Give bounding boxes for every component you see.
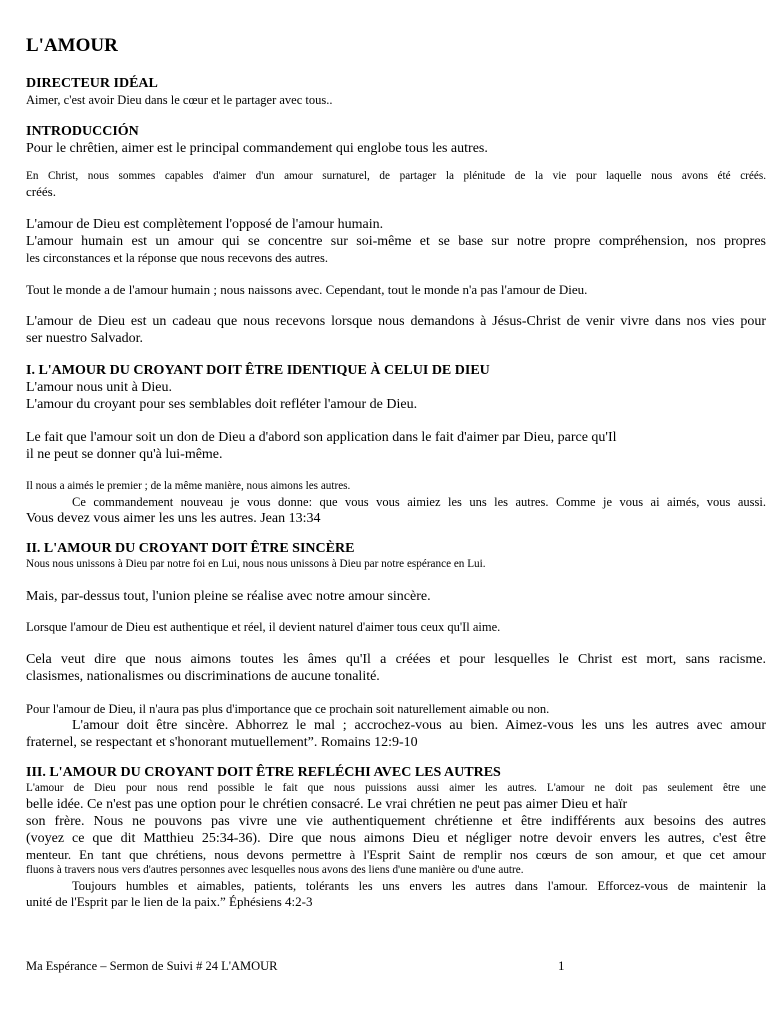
section-2-line-1: Nous nous unissons à Dieu par notre foi en Lui, nous nous unissons à Dieu par notre espérance en Lui. (26, 558, 486, 570)
document-page (26, 34, 766, 909)
section-2-line-4: Cela veut dire que nous aimons toutes les âmes qu'Il a créées et pour lesquelles le Christ est mort, sans racisme. (26, 652, 766, 667)
intro-heading: INTRODUCCIÓN (26, 124, 139, 139)
intro-paragraph-2: En Christ, nous sommes capables d'aimer d'un amour surnaturel, de partager la plénitude de la vie pour laquelle nous avons été créés. (26, 170, 766, 182)
section-1-line-5: Il nous a aimés le premier ; de la même manière, nous aimons les autres. (26, 480, 351, 492)
section-2-line-6: Pour l'amour de Dieu, il n'aura pas plus d'importance que ce prochain soit naturellement aimable ou non. (26, 702, 550, 716)
intro-paragraph-4: Tout le monde a de l'amour humain ; nous naissons avec. Cependant, tout le monde n'a pas l'amour de Dieu. (26, 281, 588, 297)
intro-paragraph-3-line-2: L'amour humain est un amour qui se concentre sur soi-même et se base sur notre propre compréhension, nos propres (26, 233, 766, 249)
section-2-scripture-line-2: fraternel, se respectant et s'honorant mutuellement”. Romains 12:9-10 (26, 735, 418, 750)
section-3-line-1: L'amour de Dieu pour nous rend possible le fait que nous puissions aussi aimer les autres. L'amour ne doit pas seulement être une (26, 782, 766, 794)
section-2-scripture-line-1: L'amour doit être sincère. Abhorrez le mal ; accrochez-vous au bien. Aimez-vous les uns les autres avec amour (72, 718, 766, 733)
section-1-line-1: L'amour nous unit à Dieu. (26, 380, 172, 395)
section-2-line-2: Mais, par-dessus tout, l'union pleine se réalise avec notre amour sincère. (26, 589, 431, 604)
section-3-line-3: son frère. Nous ne pouvons pas vivre une vie authentiquement chrétienne et être indifférents aux besoins des autres (26, 814, 766, 829)
section-3-line-4: (voyez ce que dit Matthieu 25:34-36). Dire que nous aimons Dieu et négliger notre devoir envers les autres, c'est être (26, 831, 766, 846)
section-2-line-3: Lorsque l'amour de Dieu est authentique et réel, il devient naturel d'aimer tous ceux qu'Il aime. (26, 620, 501, 634)
intro-paragraph-3-line-3: les circonstances et la réponse que nous recevons des autres. (26, 250, 328, 265)
page-number: 1 (558, 958, 565, 973)
section-3-line-2: belle idée. Ce n'est pas une option pour le chrétien consacré. Le vrai chrétien ne peut pas aimer Dieu et haïr (26, 797, 628, 812)
section-1-heading: I. L'AMOUR DU CROYANT DOIT ÊTRE IDENTIQUE À CELUI DE DIEU (26, 363, 490, 378)
director-heading: DIRECTEUR IDÉAL (26, 76, 158, 91)
intro-paragraph-3-line-1: L'amour de Dieu est complètement l'opposé de l'amour humain. (26, 216, 384, 232)
section-1-scripture-line-2: Vous devez vous aimer les uns les autres. Jean 13:34 (26, 511, 321, 526)
section-3-heading: III. L'AMOUR DU CROYANT DOIT ÊTRE REFLÉCHI AVEC LES AUTRES (26, 765, 501, 780)
section-3-line-6: fluons à travers nous vers d'autres personnes avec lesquelles nous avons des liens d'une manière ou d'une autre. (26, 863, 524, 876)
section-3-line-5: menteur. En tant que chrétiens, nous devons permettre à l'Esprit Saint de remplir nos cœurs de son amour, et que cet amour (26, 847, 766, 862)
intro-paragraph-1: Pour le chrêtien, aimer est le principal commandement qui englobe tous les autres. (26, 141, 488, 156)
director-text: Aimer, c'est avoir Dieu dans le cœur et le partager avec tous.. (26, 93, 333, 107)
document-title: L'AMOUR (26, 35, 118, 56)
intro-paragraph-2-continued: créés. (26, 184, 56, 199)
section-3-scripture-line-2: unité de l'Esprit par le lien de la paix.” Éphésiens 4:2-3 (26, 893, 313, 909)
footer-title: Ma Espérance – Sermon de Suivi # 24 L'AMOUR (26, 959, 278, 973)
section-2-heading: II. L'AMOUR DU CROYANT DOIT ÊTRE SINCÈRE (26, 541, 355, 556)
section-1-line-4: il ne peut se donner qu'à lui-même. (26, 447, 223, 462)
section-1-scripture-line-1: Ce commandement nouveau je vous donne: que vous vous aimiez les uns les autres. Comme je vous ai aimés, vous aussi. (72, 495, 766, 509)
section-3-scripture-line-1: Toujours humbles et aimables, patients, tolérants les uns envers les autres dans l'amour. Efforcez-vous de maintenir la (72, 878, 766, 893)
section-1-line-2: L'amour du croyant pour ses semblables doit refléter l'amour de Dieu. (26, 397, 418, 412)
intro-paragraph-5-line-1: L'amour de Dieu est un cadeau que nous recevons lorsque nous demandons à Jésus-Christ de venir vivre dans nos vies pour (26, 314, 766, 329)
intro-paragraph-5-line-2: ser nuestro Salvador. (26, 331, 144, 346)
section-1-line-3: Le fait que l'amour soit un don de Dieu a d'abord son application dans le fait d'aimer par Dieu, parce qu'Il (26, 430, 617, 445)
section-2-line-5: clasismes, nationalismes ou discriminations de aucune tonalité. (26, 669, 380, 684)
